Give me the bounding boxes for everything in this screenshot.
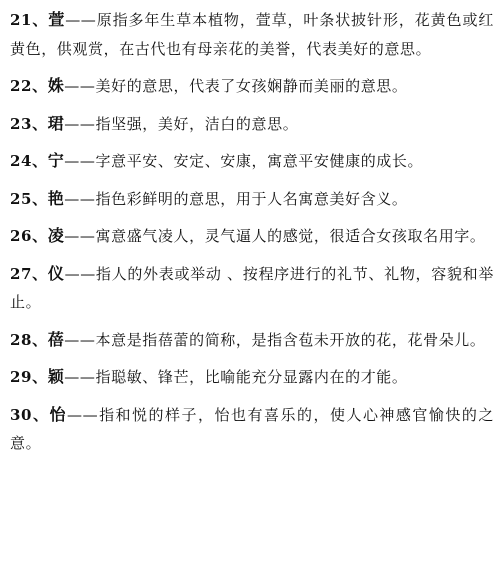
item-number: 28、 [10,330,48,349]
item-dash: —— [64,368,96,386]
list-item [10,401,494,458]
item-character: 凌 [47,226,65,245]
item-definition: 指人的外表或举动 、按程序进行的礼节、礼物，容貌和举止。 [10,264,494,311]
item-number: 25、 [10,189,48,208]
item-definition: 指和悦的样子，怡也有喜乐的，使人心神感官愉快的之意。 [10,405,494,452]
name-meaning-list [10,6,494,467]
item-character: 颖 [47,367,65,386]
item-definition: 指聪敏、锋芒，比喻能充分显露内在的才能。 [95,368,408,386]
item-number: 21、 [10,11,49,29]
item-definition: 字意平安、安定、安康，寓意平安健康的成长。 [95,152,424,170]
list-item [10,326,494,355]
list-item [10,147,494,176]
item-dash: —— [64,77,96,95]
item-dash: —— [64,189,96,208]
list-item [10,222,494,251]
list-item [10,110,494,139]
item-number: 26、 [10,227,48,245]
item-definition: 指坚强，美好，洁白的意思。 [95,114,299,133]
list-item [10,363,494,392]
item-character: 萱 [48,10,66,29]
item-dash: —— [66,405,99,424]
item-definition: 美好的意思，代表了女孩娴静而美丽的意思。 [95,77,408,95]
item-dash: —— [64,264,96,283]
item-number: 27、 [10,264,48,283]
list-item [10,260,494,317]
list-item [10,6,494,63]
item-dash: —— [64,330,96,349]
item-number: 24、 [10,152,48,170]
item-character: 宁 [47,151,65,170]
item-character: 珺 [47,113,65,133]
list-item [10,185,494,214]
list-item [10,72,494,101]
item-definition: 寓意盛气凌人，灵气逼人的感觉，很适合女孩取名用字。 [95,227,486,245]
item-character: 蓓 [47,329,65,349]
item-definition: 指色彩鲜明的意思，用于人名寓意美好含义。 [95,189,408,208]
item-number: 30、 [10,405,50,424]
item-character: 艳 [47,188,65,208]
item-number: 29、 [10,368,48,386]
item-character: 姝 [47,76,65,95]
item-character: 仪 [47,263,65,283]
item-dash: —— [64,152,96,170]
item-definition: 本意是指蓓蕾的简称，是指含苞未开放的花，花骨朵儿。 [95,330,486,349]
item-number: 23、 [10,114,48,133]
item-definition: 原指多年生草本植物，萱草，叶条状披针形，花黄色或红黄色，供观赏，在古代也有母亲花的美誉，代表美好的意思。 [10,11,494,58]
item-dash: —— [64,114,96,133]
item-dash: —— [64,227,96,245]
item-character: 怡 [49,404,67,424]
item-dash: —— [65,11,97,29]
item-number: 22、 [10,77,48,95]
